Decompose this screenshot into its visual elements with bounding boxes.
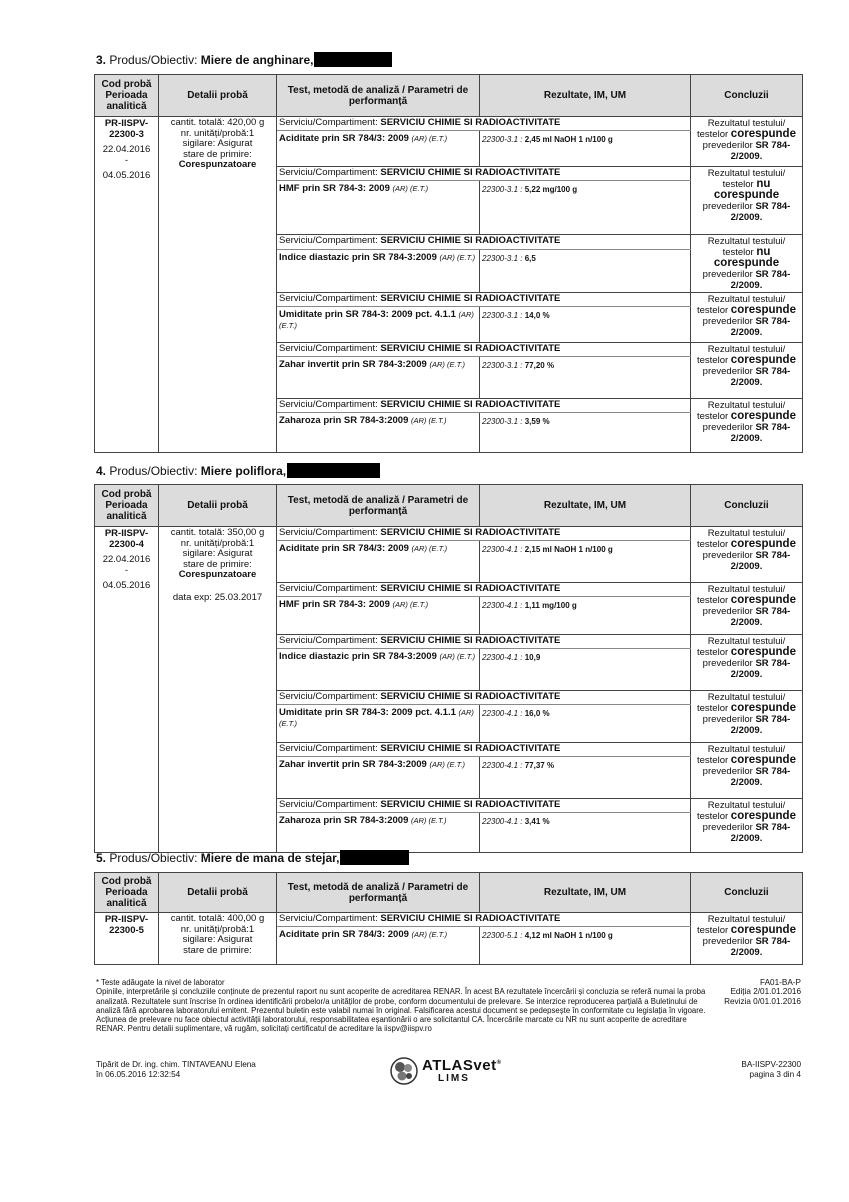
conclusion-verdict: corespunde xyxy=(730,538,796,550)
test-accreditation-note: (AR) (E.T.) xyxy=(411,930,448,939)
sample-quantity: cantit. totală: 420,00 g xyxy=(170,117,265,128)
conclusion-verdict: corespunde xyxy=(730,810,796,822)
conclusion-standard: SR 784-2/2009. xyxy=(730,201,791,223)
service-cell xyxy=(277,799,691,813)
conclusion-standard: SR 784-2/2009. xyxy=(730,936,791,958)
test-name: Umiditate prin SR 784-3: 2009 pct. 4.1.1 xyxy=(279,707,456,718)
result-code: 22300-3.1 : xyxy=(482,417,523,426)
printed-info xyxy=(96,1060,256,1080)
result-code: 22300-4.1 : xyxy=(482,653,523,662)
test-accreditation-note: (AR) (E.T.) xyxy=(439,652,476,661)
test-name: Zahar invertit prin SR 784-3:2009 xyxy=(279,359,427,370)
result-cell xyxy=(480,307,691,343)
table-header-row xyxy=(95,75,803,117)
conclusion-prefix: Rezultatul testului/ xyxy=(707,168,786,179)
conclusion-cell xyxy=(691,913,803,965)
test-accreditation-note: (AR) (E.T.) xyxy=(411,816,447,825)
result-cell xyxy=(480,649,691,691)
results-table xyxy=(94,74,803,453)
column-header: Test, metodă de analiză / Parametri de performanță xyxy=(277,873,480,913)
service-row xyxy=(95,527,803,541)
conclusion-testelor: testelor xyxy=(697,411,729,422)
service-prefix: Serviciu/Compartiment: xyxy=(279,691,381,702)
service-name: SERVICIU CHIMIE SI RADIOACTIVITATE xyxy=(380,527,561,538)
service-cell xyxy=(277,167,691,181)
conclusion-testelor: testelor xyxy=(697,647,729,658)
conclusion-prefix: Rezultatul testului/ xyxy=(707,914,786,925)
period-end: 04.05.2016 xyxy=(102,170,151,181)
conclusion-not: nu xyxy=(756,178,771,190)
service-name: SERVICIU CHIMIE SI RADIOACTIVITATE xyxy=(380,635,561,646)
result-value: 3,41 % xyxy=(524,817,550,826)
expiry-date: data exp: 25.03.2017 xyxy=(172,591,263,603)
period-end: 04.05.2016 xyxy=(102,580,151,591)
test-method-cell xyxy=(277,413,480,453)
conclusion-cell xyxy=(691,293,803,343)
sample-quantity: cantit. totală: 350,00 g xyxy=(170,527,265,538)
service-cell xyxy=(277,343,691,357)
test-method-cell xyxy=(277,357,480,399)
sample-code: PR-IISPV-22300-3 xyxy=(104,118,149,140)
conclusion-prev: prevederilor xyxy=(702,550,753,561)
result-cell xyxy=(480,597,691,635)
printed-at: în 06.05.2016 12:32:54 xyxy=(96,1070,181,1079)
logo-mark-icon xyxy=(390,1057,418,1085)
conclusion-verdict: corespunde xyxy=(713,189,780,201)
test-method-cell xyxy=(277,649,480,691)
conclusion-verdict: corespunde xyxy=(730,128,796,140)
conclusion-standard: SR 784-2/2009. xyxy=(730,422,791,444)
brand-sub: LIMS xyxy=(438,1073,470,1084)
service-prefix: Serviciu/Compartiment: xyxy=(279,235,381,246)
service-prefix: Serviciu/Compartiment: xyxy=(279,167,381,178)
test-accreditation-note: (AR) (E.T.) xyxy=(392,600,429,609)
service-row xyxy=(95,117,803,131)
table-header-row xyxy=(95,485,803,527)
conclusion-testelor: testelor xyxy=(697,129,729,140)
result-code: 22300-4.1 : xyxy=(482,545,523,554)
doc-code: BA-IISPV-22300 xyxy=(741,1060,801,1069)
test-method-cell xyxy=(277,307,480,343)
conclusion-not: nu xyxy=(756,246,771,258)
product-name: Miere de anghinare, xyxy=(200,53,314,67)
service-prefix: Serviciu/Compartiment: xyxy=(279,583,381,594)
column-header: Test, metodă de analiză / Parametri de performanță xyxy=(277,485,480,527)
result-cell xyxy=(480,413,691,453)
service-prefix: Serviciu/Compartiment: xyxy=(279,343,381,354)
redaction-block xyxy=(287,463,380,478)
period-separator: - xyxy=(124,155,129,166)
sample-state: stare de primire: xyxy=(183,944,252,956)
period-start: 22.04.2016 xyxy=(102,554,151,565)
form-code: FA01-BA-P xyxy=(760,978,801,987)
service-cell xyxy=(277,635,691,649)
test-name: HMF prin SR 784-3: 2009 xyxy=(279,183,390,194)
column-header: Rezultate, IM, UM xyxy=(480,485,691,527)
result-cell xyxy=(480,181,691,235)
sample-code: PR-IISPV-22300-5 xyxy=(104,914,149,936)
result-code: 22300-3.1 : xyxy=(482,361,523,370)
conclusion-prefix: Rezultatul testului/ xyxy=(707,584,786,595)
conclusion-testelor: testelor xyxy=(722,179,754,190)
service-name: SERVICIU CHIMIE SI RADIOACTIVITATE xyxy=(380,235,561,246)
service-cell xyxy=(277,399,691,413)
conclusion-testelor: testelor xyxy=(697,355,729,366)
table-header-row xyxy=(95,873,803,913)
result-value: 6,5 xyxy=(524,253,536,263)
result-code: 22300-4.1 : xyxy=(482,709,523,718)
conclusion-cell xyxy=(691,527,803,583)
spacer xyxy=(159,581,276,593)
test-method-cell xyxy=(277,181,480,235)
conclusion-standard: SR 784-2/2009. xyxy=(730,316,791,338)
sample-details-cell xyxy=(159,117,277,453)
result-value: 16,0 % xyxy=(524,709,550,718)
conclusion-prefix: Rezultatul testului/ xyxy=(707,400,786,411)
sample-units: nr. unități/probă:1 xyxy=(180,923,255,935)
result-code: 22300-4.1 : xyxy=(482,601,523,610)
brand-name: ATLASvet® xyxy=(422,1057,502,1074)
conclusion-standard: SR 784-2/2009. xyxy=(730,366,791,388)
page-number: pagina 3 din 4 xyxy=(749,1070,801,1079)
sample-code: PR-IISPV-22300-4 xyxy=(104,528,149,550)
test-accreditation-note: (AR) (E.T.) xyxy=(439,252,476,262)
product-number: 3. xyxy=(96,53,107,67)
result-value: 14,0 % xyxy=(524,311,550,320)
result-cell xyxy=(480,927,691,965)
conclusion-prev: prevederilor xyxy=(702,658,753,669)
conclusion-verdict: corespunde xyxy=(713,257,780,269)
conclusion-standard: SR 784-2/2009. xyxy=(730,714,791,736)
conclusion-cell xyxy=(691,691,803,743)
period-separator: - xyxy=(124,565,129,576)
conclusion-cell xyxy=(691,799,803,853)
sample-quantity: cantit. totală: 400,00 g xyxy=(170,913,265,924)
footnote xyxy=(96,978,708,1034)
product-title xyxy=(96,463,380,478)
sample-units: nr. unități/probă:1 xyxy=(180,537,255,549)
product-number: 5. xyxy=(96,851,107,865)
sample-code-cell xyxy=(95,527,159,853)
conclusion-cell xyxy=(691,167,803,235)
result-value: 2,45 ml NaOH 1 n/100 g xyxy=(524,135,613,144)
service-cell xyxy=(277,743,691,757)
result-code: 22300-4.1 : xyxy=(482,817,523,826)
sample-state-value: Corespunzatoare xyxy=(178,569,257,580)
conclusion-prev: prevederilor xyxy=(702,766,753,777)
result-value: 77,20 % xyxy=(524,361,555,370)
conclusion-standard: SR 784-2/2009. xyxy=(730,550,791,572)
sample-seal: sigilare: Asigurat xyxy=(182,548,253,559)
product-label: Produs/Obiectiv: xyxy=(109,464,198,478)
conclusion-prev: prevederilor xyxy=(702,936,753,947)
column-header: Cod probă Perioada analitică xyxy=(95,873,159,913)
column-header: Concluzii xyxy=(691,873,803,913)
test-name: Indice diastazic prin SR 784-3:2009 xyxy=(279,651,437,662)
footnote-disclaimer: Opiniile, interpretările și concluziile conținute de prezentul raport nu sunt acoperite de acreditarea RENAR. În acest BA rezultatele încercării și concluzia se referă numai la proba analizată. Rezultatele sunt înscrise în ordinea identificării probelor/a unităților de probe, conform documentului de prelevare. Se interzice reproducerea parțială a Buletinului de analiză fără aprobarea laboratorului emitent. Prezentul buletin este valabil numai în original. Falsificarea acestui document se pedepsește în conformitate cu legislația în vigoare. Acțiunea de prelevare nu face obiectul activității laboratorului, responsabilitatea eșantionării o are solicitantul CA. Încercările marcate cu NR nu sunt acoperite de acreditare RENAR. Pentru detalii suplimentare, vă rugăm, solicitați certificatul de acreditare la iispv@iispv.ro xyxy=(96,987,706,1034)
test-method-cell xyxy=(277,927,480,965)
conclusion-prev: prevederilor xyxy=(702,201,753,212)
service-cell xyxy=(277,235,691,250)
result-code: 22300-4.1 : xyxy=(482,761,523,770)
conclusion-verdict: corespunde xyxy=(730,410,796,422)
result-value: 77,37 % xyxy=(524,761,555,770)
test-method-cell xyxy=(277,541,480,583)
product-label: Produs/Obiectiv: xyxy=(109,53,198,67)
test-name: Aciditate prin SR 784/3: 2009 xyxy=(279,543,409,554)
conclusion-verdict: corespunde xyxy=(730,354,796,366)
product-title xyxy=(96,52,392,67)
test-name: Aciditate prin SR 784/3: 2009 xyxy=(279,929,409,940)
service-cell xyxy=(277,527,691,541)
result-cell xyxy=(480,705,691,743)
column-header: Detalii probă xyxy=(159,873,277,913)
column-header: Test, metodă de analiză / Parametri de performanță xyxy=(277,75,480,117)
service-prefix: Serviciu/Compartiment: xyxy=(279,635,381,646)
test-name: HMF prin SR 784-3: 2009 xyxy=(279,599,390,610)
conclusion-verdict: corespunde xyxy=(730,924,796,936)
service-prefix: Serviciu/Compartiment: xyxy=(279,743,381,754)
redaction-block xyxy=(314,52,392,67)
conclusion-testelor: testelor xyxy=(697,925,729,936)
sample-seal: sigilare: Asigurat xyxy=(182,934,253,945)
conclusion-testelor: testelor xyxy=(697,305,729,316)
service-prefix: Serviciu/Compartiment: xyxy=(279,293,381,304)
sample-code-cell xyxy=(95,913,159,965)
conclusion-standard: SR 784-2/2009. xyxy=(730,658,791,680)
service-cell xyxy=(277,913,691,927)
conclusion-prefix: Rezultatul testului/ xyxy=(707,744,786,755)
conclusion-standard: SR 784-2/2009. xyxy=(730,766,791,788)
product-label: Produs/Obiectiv: xyxy=(109,851,198,865)
result-cell xyxy=(480,757,691,799)
service-name: SERVICIU CHIMIE SI RADIOACTIVITATE xyxy=(380,293,561,304)
service-name: SERVICIU CHIMIE SI RADIOACTIVITATE xyxy=(380,117,561,128)
column-header: Concluzii xyxy=(691,485,803,527)
conclusion-testelor: testelor xyxy=(697,703,729,714)
sample-details-cell xyxy=(159,527,277,853)
conclusion-cell xyxy=(691,235,803,293)
sample-state: stare de primire: xyxy=(183,558,252,570)
test-name: Indice diastazic prin SR 784-3:2009 xyxy=(279,251,437,263)
conclusion-prev: prevederilor xyxy=(702,714,753,725)
conclusion-testelor: testelor xyxy=(697,755,729,766)
sample-details-cell xyxy=(159,913,277,965)
test-method-cell xyxy=(277,597,480,635)
service-cell xyxy=(277,293,691,307)
conclusion-prefix: Rezultatul testului/ xyxy=(707,692,786,703)
page-number-info xyxy=(741,1060,801,1080)
conclusion-prefix: Rezultatul testului/ xyxy=(707,636,786,647)
results-table xyxy=(94,872,803,965)
column-header: Detalii probă xyxy=(159,75,277,117)
test-accreditation-note: (AR) (E.T.) xyxy=(279,708,474,728)
conclusion-testelor: testelor xyxy=(697,539,729,550)
result-value: 4,12 ml NaOH 1 n/100 g xyxy=(524,931,613,940)
result-cell xyxy=(480,541,691,583)
test-accreditation-note: (AR) (E.T.) xyxy=(411,416,447,425)
service-name: SERVICIU CHIMIE SI RADIOACTIVITATE xyxy=(380,799,561,810)
conclusion-prev: prevederilor xyxy=(702,422,753,433)
sample-state-value: Corespunzatoare xyxy=(178,159,257,170)
service-prefix: Serviciu/Compartiment: xyxy=(279,117,381,128)
test-name: Zaharoza prin SR 784-3:2009 xyxy=(279,815,409,826)
test-method-cell xyxy=(277,813,480,853)
conclusion-prev: prevederilor xyxy=(702,366,753,377)
result-code: 22300-3.1 : xyxy=(482,311,523,320)
form-revision: Revizia 0/01.01.2016 xyxy=(724,996,801,1006)
atlasvet-logo xyxy=(390,1055,520,1087)
product-name: Miere poliflora, xyxy=(200,464,287,478)
conclusion-verdict: corespunde xyxy=(730,702,796,714)
conclusion-standard: SR 784-2/2009. xyxy=(730,822,791,844)
result-value: 1,11 mg/100 g xyxy=(524,601,577,610)
conclusion-cell xyxy=(691,399,803,453)
conclusion-verdict: corespunde xyxy=(730,304,796,316)
test-name: Umiditate prin SR 784-3: 2009 pct. 4.1.1 xyxy=(279,309,456,320)
results-table xyxy=(94,484,803,853)
result-code: 22300-3.1 : xyxy=(482,185,523,194)
service-row xyxy=(95,913,803,927)
conclusion-testelor: testelor xyxy=(697,811,729,822)
column-header: Rezultate, IM, UM xyxy=(480,75,691,117)
conclusion-prev: prevederilor xyxy=(702,140,753,151)
result-cell xyxy=(480,131,691,167)
form-edition: Ediția 2/01.01.2016 xyxy=(730,987,801,997)
period-start: 22.04.2016 xyxy=(102,144,151,155)
test-accreditation-note: (AR) (E.T.) xyxy=(392,184,429,193)
service-name: SERVICIU CHIMIE SI RADIOACTIVITATE xyxy=(380,913,561,924)
printed-by: Tipărit de Dr. ing. chim. TINTAVEANU Elena xyxy=(96,1060,256,1069)
service-prefix: Serviciu/Compartiment: xyxy=(279,399,381,410)
conclusion-prev: prevederilor xyxy=(702,822,753,833)
conclusion-prev: prevederilor xyxy=(702,606,753,617)
conclusion-cell xyxy=(691,635,803,691)
form-info xyxy=(724,978,801,1006)
sample-seal: sigilare: Asigurat xyxy=(182,138,253,149)
result-code: 22300-3.1 : xyxy=(482,253,523,263)
column-header: Cod probă Perioada analitică xyxy=(95,485,159,527)
sample-code-cell xyxy=(95,117,159,453)
conclusion-testelor: testelor xyxy=(697,595,729,606)
test-accreditation-note: (AR) (E.T.) xyxy=(429,760,466,769)
product-name: Miere de mana de stejar, xyxy=(200,851,340,865)
column-header: Detalii probă xyxy=(159,485,277,527)
conclusion-prefix: Rezultatul testului/ xyxy=(707,800,786,811)
service-cell xyxy=(277,117,691,131)
conclusion-prev: prevederilor xyxy=(702,269,753,280)
service-name: SERVICIU CHIMIE SI RADIOACTIVITATE xyxy=(380,743,561,754)
conclusion-cell xyxy=(691,117,803,167)
result-value: 5,22 mg/100 g xyxy=(524,185,578,194)
sample-units: nr. unități/probă:1 xyxy=(180,127,255,139)
result-value: 2,15 ml NaOH 1 n/100 g xyxy=(524,545,613,554)
test-name: Zahar invertit prin SR 784-3:2009 xyxy=(279,759,427,770)
conclusion-testelor: testelor xyxy=(722,247,754,258)
conclusion-cell xyxy=(691,743,803,799)
test-accreditation-note: (AR) (E.T.) xyxy=(429,360,466,369)
column-header: Cod probă Perioada analitică xyxy=(95,75,159,117)
test-method-cell xyxy=(277,131,480,167)
conclusion-standard: SR 784-2/2009. xyxy=(730,606,791,628)
service-cell xyxy=(277,583,691,597)
product-number: 4. xyxy=(96,464,107,478)
product-title xyxy=(96,850,409,865)
result-cell xyxy=(480,357,691,399)
service-prefix: Serviciu/Compartiment: xyxy=(279,913,381,924)
conclusion-verdict: corespunde xyxy=(730,646,796,658)
test-name: Zaharoza prin SR 784-3:2009 xyxy=(279,415,409,426)
conclusion-verdict: corespunde xyxy=(730,594,796,606)
service-prefix: Serviciu/Compartiment: xyxy=(279,799,381,810)
test-accreditation-note: (AR) (E.T.) xyxy=(279,310,474,330)
service-cell xyxy=(277,691,691,705)
result-cell xyxy=(480,813,691,853)
service-name: SERVICIU CHIMIE SI RADIOACTIVITATE xyxy=(380,691,561,702)
column-header: Rezultate, IM, UM xyxy=(480,873,691,913)
conclusion-cell xyxy=(691,583,803,635)
result-value: 3,59 % xyxy=(524,417,550,426)
result-code: 22300-5.1 : xyxy=(482,931,523,940)
test-method-cell xyxy=(277,757,480,799)
conclusion-prefix: Rezultatul testului/ xyxy=(707,118,786,129)
conclusion-verdict: corespunde xyxy=(730,754,796,766)
service-prefix: Serviciu/Compartiment: xyxy=(279,527,381,538)
conclusion-cell xyxy=(691,343,803,399)
test-name: Aciditate prin SR 784/3: 2009 xyxy=(279,133,409,144)
result-cell xyxy=(480,249,691,293)
conclusion-standard: SR 784-2/2009. xyxy=(730,140,791,162)
conclusion-prefix: Rezultatul testului/ xyxy=(707,294,786,305)
footnote-added-tests: * Teste adăugate la nivel de laborator xyxy=(96,978,225,987)
conclusion-prefix: Rezultatul testului/ xyxy=(707,528,786,539)
test-method-cell xyxy=(277,249,480,293)
conclusion-prefix: Rezultatul testului/ xyxy=(707,236,786,247)
redaction-block xyxy=(340,850,409,865)
result-value: 10,9 xyxy=(524,653,541,662)
service-name: SERVICIU CHIMIE SI RADIOACTIVITATE xyxy=(380,399,561,410)
service-name: SERVICIU CHIMIE SI RADIOACTIVITATE xyxy=(380,167,561,178)
test-accreditation-note: (AR) (E.T.) xyxy=(411,134,448,143)
column-header: Concluzii xyxy=(691,75,803,117)
conclusion-prev: prevederilor xyxy=(702,316,753,327)
test-method-cell xyxy=(277,705,480,743)
result-code: 22300-3.1 : xyxy=(482,135,523,144)
conclusion-standard: SR 784-2/2009. xyxy=(730,269,791,291)
sample-state: stare de primire: xyxy=(183,148,252,160)
service-name: SERVICIU CHIMIE SI RADIOACTIVITATE xyxy=(380,343,561,354)
conclusion-prefix: Rezultatul testului/ xyxy=(707,344,786,355)
service-name: SERVICIU CHIMIE SI RADIOACTIVITATE xyxy=(380,583,561,594)
test-accreditation-note: (AR) (E.T.) xyxy=(411,544,448,553)
